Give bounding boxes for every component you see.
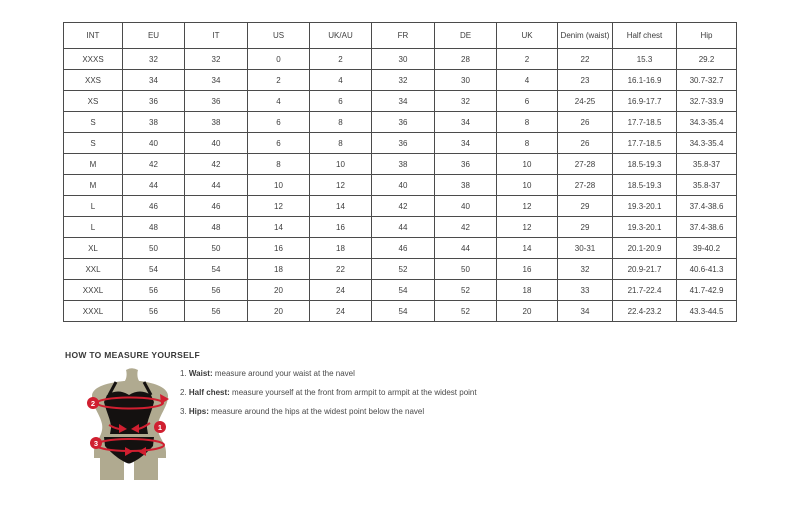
size-cell: 34.3-35.4	[677, 112, 737, 133]
size-cell: 30	[372, 49, 435, 70]
size-cell: 20.1-20.9	[613, 238, 677, 259]
size-cell: 21.7-22.4	[613, 280, 677, 301]
table-row	[64, 70, 737, 91]
size-cell: 40	[123, 133, 185, 154]
table-row	[64, 154, 737, 175]
size-cell: 32	[185, 49, 248, 70]
size-cell: 14	[310, 196, 372, 217]
size-cell: 36	[372, 133, 435, 154]
size-cell: 12	[248, 196, 310, 217]
column-header: US	[248, 23, 310, 49]
column-header: FR	[372, 23, 435, 49]
size-cell: 46	[123, 196, 185, 217]
size-cell: 34	[435, 112, 497, 133]
size-cell: 22	[310, 259, 372, 280]
size-cell: 37.4-38.6	[677, 196, 737, 217]
size-cell: 37.4-38.6	[677, 217, 737, 238]
size-cell-int: XXL	[64, 259, 123, 280]
step-text: measure around your waist at the navel	[212, 369, 355, 378]
size-cell: 54	[185, 259, 248, 280]
badge-chest	[87, 397, 99, 409]
size-cell: 14	[497, 238, 558, 259]
size-cell: 6	[497, 91, 558, 112]
step-number: 2.	[180, 388, 187, 397]
column-header: Half chest	[613, 23, 677, 49]
size-cell: 18	[497, 280, 558, 301]
size-cell-int: XXXL	[64, 301, 123, 322]
size-cell: 39-40.2	[677, 238, 737, 259]
size-cell: 16.9-17.7	[613, 91, 677, 112]
size-cell: 10	[248, 175, 310, 196]
size-cell: 24-25	[558, 91, 613, 112]
measure-step-hips	[180, 407, 600, 416]
size-cell: 27-28	[558, 154, 613, 175]
column-header: DE	[435, 23, 497, 49]
size-cell: 8	[497, 112, 558, 133]
size-cell: 18.5-19.3	[613, 154, 677, 175]
step-text: measure around the hips at the widest point below the navel	[208, 407, 425, 416]
size-cell: 43.3-44.5	[677, 301, 737, 322]
column-header: UK	[497, 23, 558, 49]
size-cell: 16	[497, 259, 558, 280]
size-cell: 40	[185, 133, 248, 154]
size-cell-int: XS	[64, 91, 123, 112]
size-cell: 36	[435, 154, 497, 175]
badge-hips	[90, 437, 102, 449]
size-cell: 19.3-20.1	[613, 196, 677, 217]
size-cell: 56	[123, 301, 185, 322]
size-cell: 40.6-41.3	[677, 259, 737, 280]
table-row	[64, 280, 737, 301]
size-cell: 56	[185, 280, 248, 301]
size-cell: 2	[497, 49, 558, 70]
size-cell: 32	[123, 49, 185, 70]
size-cell: 8	[310, 112, 372, 133]
measure-step-half-chest	[180, 388, 600, 397]
size-cell-int: XXXS	[64, 49, 123, 70]
size-cell: 36	[185, 91, 248, 112]
size-cell: 19.3-20.1	[613, 217, 677, 238]
size-cell: 29.2	[677, 49, 737, 70]
size-cell: 12	[497, 217, 558, 238]
size-cell: 18.5-19.3	[613, 175, 677, 196]
size-cell: 8	[248, 154, 310, 175]
size-cell-int: XXXL	[64, 280, 123, 301]
measure-steps	[180, 369, 600, 426]
size-cell: 36	[123, 91, 185, 112]
size-cell: 38	[185, 112, 248, 133]
size-cell: 52	[435, 280, 497, 301]
table-row	[64, 238, 737, 259]
size-cell: 22.4-23.2	[613, 301, 677, 322]
size-cell: 29	[558, 217, 613, 238]
size-cell: 46	[185, 196, 248, 217]
size-cell: 44	[372, 217, 435, 238]
size-table-body	[64, 49, 737, 322]
column-header: INT	[64, 23, 123, 49]
size-cell: 16.1-16.9	[613, 70, 677, 91]
badge-waist-number: 1	[157, 422, 163, 432]
size-cell-int: XXS	[64, 70, 123, 91]
size-cell: 33	[558, 280, 613, 301]
size-cell: 56	[123, 280, 185, 301]
column-header: Hip	[677, 23, 737, 49]
step-number: 1.	[180, 369, 187, 378]
size-cell: 52	[372, 259, 435, 280]
size-cell: 35.8-37	[677, 154, 737, 175]
column-header: IT	[185, 23, 248, 49]
step-number: 3.	[180, 407, 187, 416]
size-cell: 40	[372, 175, 435, 196]
mannequin-illustration	[76, 366, 184, 480]
size-cell: 52	[435, 301, 497, 322]
size-cell: 30-31	[558, 238, 613, 259]
size-cell: 42	[372, 196, 435, 217]
size-cell-int: M	[64, 154, 123, 175]
size-cell: 38	[123, 112, 185, 133]
size-cell: 26	[558, 133, 613, 154]
step-term: Hips:	[188, 407, 209, 416]
table-row	[64, 133, 737, 154]
size-cell: 46	[372, 238, 435, 259]
table-row	[64, 217, 737, 238]
size-cell: 12	[497, 196, 558, 217]
measurement-figure	[76, 366, 184, 480]
size-cell: 34	[435, 133, 497, 154]
size-cell: 54	[123, 259, 185, 280]
size-cell: 32	[372, 70, 435, 91]
badge-hips-number: 3	[93, 438, 99, 448]
badge-chest-number: 2	[90, 398, 96, 408]
size-cell: 38	[435, 175, 497, 196]
size-cell: 18	[310, 238, 372, 259]
size-cell: 10	[497, 175, 558, 196]
size-cell: 29	[558, 196, 613, 217]
size-cell: 34	[372, 91, 435, 112]
size-cell: 34	[185, 70, 248, 91]
size-cell: 6	[248, 133, 310, 154]
size-cell: 30.7-32.7	[677, 70, 737, 91]
step-text: measure yourself at the front from armpit to armpit at the widest point	[229, 388, 477, 397]
size-cell: 30	[435, 70, 497, 91]
size-cell: 20	[497, 301, 558, 322]
size-cell: 44	[185, 175, 248, 196]
size-cell: 24	[310, 280, 372, 301]
size-cell: 42	[435, 217, 497, 238]
size-cell: 34.3-35.4	[677, 133, 737, 154]
size-cell: 38	[372, 154, 435, 175]
table-row	[64, 259, 737, 280]
table-row	[64, 301, 737, 322]
size-cell-int: L	[64, 196, 123, 217]
size-cell: 35.8-37	[677, 175, 737, 196]
size-cell: 16	[248, 238, 310, 259]
size-chart-table	[63, 22, 737, 322]
size-cell: 2	[310, 49, 372, 70]
size-cell: 32	[558, 259, 613, 280]
size-cell: 4	[248, 91, 310, 112]
size-cell: 44	[435, 238, 497, 259]
size-cell: 6	[248, 112, 310, 133]
size-cell: 4	[310, 70, 372, 91]
size-cell: 22	[558, 49, 613, 70]
size-cell: 34	[558, 301, 613, 322]
size-cell: 20	[248, 280, 310, 301]
size-cell: 50	[123, 238, 185, 259]
table-row	[64, 91, 737, 112]
size-cell: 15.3	[613, 49, 677, 70]
size-cell: 4	[497, 70, 558, 91]
size-cell: 27-28	[558, 175, 613, 196]
table-row	[64, 196, 737, 217]
badge-waist	[154, 421, 166, 433]
size-cell: 24	[310, 301, 372, 322]
size-cell: 56	[185, 301, 248, 322]
measure-section-title: HOW TO MEASURE YOURSELF	[65, 350, 201, 360]
size-cell: 14	[248, 217, 310, 238]
size-cell: 0	[248, 49, 310, 70]
size-cell: 40	[435, 196, 497, 217]
size-cell: 20	[248, 301, 310, 322]
step-term: Half chest:	[188, 388, 230, 397]
size-cell: 36	[372, 112, 435, 133]
size-cell: 48	[123, 217, 185, 238]
column-header: EU	[123, 23, 185, 49]
size-cell: 12	[310, 175, 372, 196]
column-header: UK/AU	[310, 23, 372, 49]
size-cell-int: S	[64, 133, 123, 154]
size-cell: 32.7-33.9	[677, 91, 737, 112]
size-cell: 42	[185, 154, 248, 175]
size-cell: 10	[310, 154, 372, 175]
size-cell: 50	[435, 259, 497, 280]
size-cell: 48	[185, 217, 248, 238]
size-cell: 34	[123, 70, 185, 91]
table-row	[64, 112, 737, 133]
column-header: Denim (waist)	[558, 23, 613, 49]
size-cell: 50	[185, 238, 248, 259]
size-cell: 6	[310, 91, 372, 112]
size-cell-int: XL	[64, 238, 123, 259]
size-cell: 23	[558, 70, 613, 91]
size-cell: 10	[497, 154, 558, 175]
size-cell: 54	[372, 280, 435, 301]
size-cell: 54	[372, 301, 435, 322]
size-cell: 44	[123, 175, 185, 196]
step-term: Waist:	[188, 369, 213, 378]
table-row	[64, 49, 737, 70]
size-cell: 42	[123, 154, 185, 175]
size-cell: 20.9-21.7	[613, 259, 677, 280]
size-cell: 18	[248, 259, 310, 280]
size-cell-int: L	[64, 217, 123, 238]
measure-step-waist	[180, 369, 600, 378]
size-cell: 26	[558, 112, 613, 133]
size-table-head-row	[64, 23, 737, 49]
size-cell: 41.7-42.9	[677, 280, 737, 301]
size-cell: 32	[435, 91, 497, 112]
size-cell: 17.7-18.5	[613, 133, 677, 154]
size-cell-int: M	[64, 175, 123, 196]
size-cell: 8	[310, 133, 372, 154]
size-cell: 2	[248, 70, 310, 91]
size-cell: 8	[497, 133, 558, 154]
size-cell: 17.7-18.5	[613, 112, 677, 133]
size-cell: 16	[310, 217, 372, 238]
table-row	[64, 175, 737, 196]
size-cell-int: S	[64, 112, 123, 133]
size-cell: 28	[435, 49, 497, 70]
